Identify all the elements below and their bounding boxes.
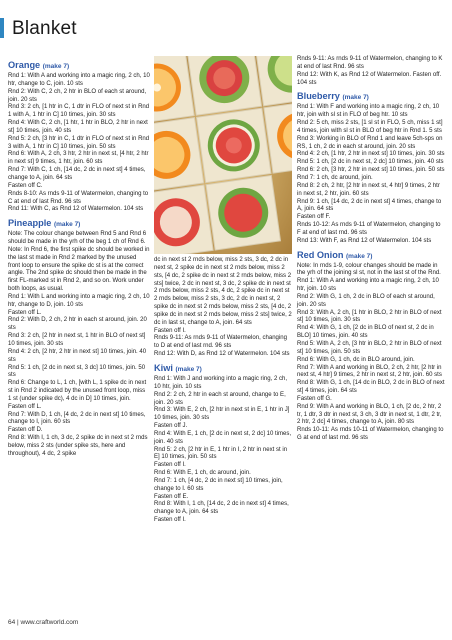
section-pineapple	[8, 217, 150, 458]
paragraph: Rnd 2: With D, 2 ch, 2 htr in each st around, join. 20 sts	[8, 317, 147, 332]
paragraph: Rnd 6: With A, 2 ch, 3 htr, 2 htr in next st, [4 htr, 2 htr in next st] 9 times, 1 htr, join. 60 sts	[8, 151, 149, 166]
paragraph: Rnd 7: 1 ch, [4 dc, 2 dc in next st] 10 times, join, change to I. 60 sts	[154, 477, 283, 492]
paragraph: Rnd 6: With E, 1 ch, dc around, join.	[154, 470, 251, 477]
paragraph: Rnd 3: 2 ch, [1 htr in C, 1 dtr in FLO of next st in Rnd 1 with A, 1 htr in C] 10 times, join. 30 sts	[8, 104, 150, 119]
paragraph: Rnd 6: 2 ch, [3 htr, 2 htr in next st] 10 times, join. 50 sts	[297, 167, 445, 174]
paragraph: Fasten off L.	[8, 309, 42, 316]
paragraph: Rnd 1: With F and working into a magic ring, 2 ch, 10 htr, join with sl st in FLO of beg htr. 10 sts	[297, 104, 440, 119]
section-title: Pineapple	[8, 218, 52, 229]
paragraph: Rnd 6: Change to L, 1 ch, [with L, 1 spike dc in next st in Rnd 2 indicated by the unused front loop, miss 1 st (under spike dc), 4 dc in D] 10 times, join.	[8, 380, 147, 402]
paragraph: Rnd 2: With G, 1 ch, 2 dc in BLO of each st around, join. 20 sts	[297, 293, 435, 308]
crochet-blanket-photo-icon	[154, 56, 292, 254]
paragraph: Rnd 1: With J and working into a magic ring, 2 ch, 10 htr, join. 10 sts	[154, 375, 288, 390]
column-3	[297, 56, 445, 443]
paragraph: Rnd 4: With C, 2 ch, [1 htr, 1 htr in BLO, 2 htr in next st] 10 times, join. 40 sts	[8, 120, 148, 134]
section-title: Kiwi	[154, 362, 173, 373]
paragraph: Rnds 9-11: As rnds 9-11 of Watermelon, changing to D at end of last rnd. 96 sts	[154, 335, 287, 350]
paragraph: Fasten off C.	[8, 182, 43, 189]
paragraph: Rnd 5: 1 ch, [2 dc in next st, 2 dc] 10 times, join. 40 sts	[297, 159, 444, 166]
paragraph: Rnd 4: With E, 1 ch, [2 dc in next st, 2 dc] 10 times, join. 40 sts	[154, 430, 292, 445]
paragraph: Rnd 2: With C, 2 ch, 2 htr in BLO of each st around, join. 20 sts	[8, 88, 147, 103]
paragraph: Fasten off I.	[154, 517, 186, 524]
paragraph: Fasten off I.	[154, 462, 186, 469]
paragraph: Rnd 1: With A and working into a magic ring, 2 ch, 10 htr, change to C, join. 10 sts	[8, 73, 150, 87]
paragraph: Rnd 9: With A and working in BLO, 1 ch, [2 dc, 2 htr, 2 tr, 1 dtr, 3 dtr in next st, 3 ch, 3 dtr in next st, 1 dtr, 2 tr, 2 htr, 2 dc] 4 times, change to A, join. 80 sts	[297, 403, 442, 426]
paragraph: Rnds 10-11: As rnds 10-11 of Watermelon, changing to G at end of last rnd. 96 sts	[297, 427, 444, 442]
paragraph: Rnd 2: 2 ch, 2 htr in each st around, change to E, join. 20 sts	[154, 391, 286, 406]
paragraph: Rnd 7: With A and working in BLO, 2 ch, 2 htr, [2 htr in next st, 4 htr] 9 times, 2 htr in next st, 2 htr, join. 60 sts	[297, 364, 442, 379]
column-1	[8, 56, 150, 459]
section-title: Blueberry	[297, 91, 340, 102]
paragraph: Fasten off I.	[154, 327, 186, 334]
paragraph: Rnd 5: 2 ch, [3 htr in C, 1 dtr in FLO of next st in Rnd 3 with A, 1 htr in C] 10 times, join. 50 sts	[8, 135, 150, 150]
paragraph: Rnd 6: With G, 1 ch, dc in BLO around, join.	[297, 356, 415, 363]
column-2	[154, 257, 292, 525]
section-title: Red Onion	[297, 249, 344, 260]
make-count: (make 7)	[53, 221, 81, 229]
paragraph: Rnd 3: 2 ch, [2 htr in next st, 1 htr in BLO of next st] 10 times, join. 30 sts	[8, 333, 146, 347]
paragraph: Note: In rnds 1-9, colour changes should be made in the yrh of the joining sl st, not in the last st of the Rnd.	[297, 262, 441, 277]
paragraph: Rnd 12: With K, as Rnd 12 of Watermelon. Fasten off. 104 sts	[297, 71, 442, 86]
paragraph: Note: In Rnd 6, the first spike dc should be worked in the last st made in Rnd 2 marked by the unused front loop to ensure the spike dc st is at the correct angle. The 2nd spike dc should then be made in the first FL-marked st in Rnd 2, and so on. Work under both loops, as usual.	[8, 246, 150, 293]
paragraph: Fasten off J.	[154, 423, 188, 430]
paragraph: Rnd 3: With A, 2 ch, [1 htr in BLO, 2 htr in BLO of next st] 10 times, join. 30 sts	[297, 309, 442, 324]
paragraph: Rnd 5: With A, 2 ch, [3 htr in BLO, 2 htr in BLO of next st] 10 times, join. 50 sts	[297, 341, 442, 355]
paragraph: Rnd 11: With C, as Rnd 12 of Watermelon. 104 sts	[8, 206, 144, 213]
paragraph: dc in next st 2 rnds below, miss 2 sts, 3 dc, 2 dc in next st, 2 spike dc in next st 2 rnds below, miss 2 sts, [4 dc, 2 spike dc in next st 2 rnds below, miss 2 sts] twice, 2 dc in next st, 3 dc, 2 spike dc in next st 2 rnds below, miss 2 sts, 4 dc, 2 spike dc in next st 2 rnds below, miss 2 sts, 3 dc, 2 dc in next st, 2 spike dc in next st 2 rnds below, miss 2 sts, [4 dc, 2 spike dc in next st 2 rnds below, miss 2 sts] twice, 2 dc in last st, change to A, join. 64 sts	[154, 257, 292, 326]
paragraph: Rnd 8: With G, 1 ch, [14 dc in BLO, 2 dc in BLO of next st] 4 times, join. 64 sts	[297, 380, 445, 395]
paragraph: Fasten off E.	[154, 493, 189, 500]
title-accent-bar	[0, 18, 4, 38]
make-count: (make 7)	[175, 365, 202, 373]
paragraph: Rnd 4: 2 ch, [1 htr, 2 htr in next st] 10 times, join. 30 sts	[297, 151, 445, 158]
paragraph: Rnd 3: Working in BLO of Rnd 1 and leave 5ch-sps on RS, 1 ch, 2 dc in each st around, join. 20 sts	[297, 135, 443, 150]
paragraph: Rnds 8-10: As rnds 9-11 of Watermelon, changing to C at end of last Rnd. 96 sts	[8, 190, 149, 205]
section-kiwi	[154, 362, 292, 525]
section-blueberry	[297, 90, 445, 245]
paragraph: Rnd 4: 2 ch, [2 htr, 2 htr in next st] 10 times, join. 40 sts	[8, 348, 147, 363]
paragraph: Note: The colour change between Rnd 5 and Rnd 6 should be made in the yrh of the beg 1 ch of Rnd 6.	[8, 231, 147, 246]
paragraph: Rnd 2: 5 ch, miss 2 sts, [1 sl st in FLO, 5 ch, miss 1 st] 4 times, join with sl st in BLO of beg htr in Rnd 1. 5 sts	[297, 120, 443, 134]
paragraph: Fasten off D.	[8, 427, 43, 434]
page-title: Blanket	[12, 18, 77, 39]
paragraph: Fasten off F.	[297, 214, 331, 221]
paragraph: Rnd 7: With C, 1 ch, [14 dc, 2 dc in next st] 4 times, change to A, join. 64 sts	[8, 167, 146, 181]
make-count: (make 7)	[346, 252, 373, 260]
page-footer: 64 | www.craftworld.com	[8, 619, 79, 626]
make-count: (make 7)	[42, 63, 70, 70]
paragraph: Fasten off L.	[8, 403, 42, 410]
paragraph: Rnd 9: 1 ch, [14 dc, 2 dc in next st] 4 times, change to A, join. 64 sts	[297, 198, 442, 213]
section-title: Orange	[8, 60, 41, 70]
paragraph: Rnd 8: 2 ch, 2 htr, [2 htr in next st, 4 htr] 9 times, 2 htr in next st, 2 htr, join. 60 sts	[297, 182, 440, 197]
paragraph: Rnd 12: With D, as Rnd 12 of Watermelon. 104 sts	[154, 351, 290, 358]
blanket-photo	[154, 56, 292, 254]
paragraph: Rnds 9-11: As rnds 9-11 of Watermelon, changing to K at end of last Rnd. 96 sts	[297, 56, 443, 70]
section-red-onion	[297, 249, 445, 443]
section-orange	[8, 59, 150, 214]
paragraph: Rnd 13: With F, as Rnd 12 of Watermelon. 104 sts	[297, 237, 432, 244]
paragraph: Rnd 1: With L and working into a magic ring, 2 ch, 10 htr, change to D, join. 10 sts	[8, 293, 150, 308]
paragraph: Rnds 10-12: As rnds 9-11 of Watermelon, changing to F at end of last rnd. 96 sts	[297, 222, 441, 236]
paragraph: Rnd 4: With G, 1 ch, [2 dc in BLO of next st, 2 dc in BLO] 10 times, join. 40 sts	[297, 325, 434, 340]
paragraph: Rnd 5: 1 ch, [2 dc in next st, 3 dc] 10 times, join. 50 sts	[8, 364, 146, 379]
paragraph: Rnd 8: With I, 1 ch, [14 dc, 2 dc in next st] 4 times, change to A, join. 64 sts	[154, 501, 289, 516]
make-count: (make 7)	[342, 94, 369, 102]
paragraph: Rnd 5: 2 ch, [2 htr in E, 1 htr in I, 2 htr in next st in E] 10 times, join. 50 sts	[154, 446, 288, 461]
paragraph: Rnd 8: With I, 1 ch, 3 dc, 2 spike dc in next st 2 rnds below, miss 2 sts (under spike sts, here and throughout), 4 dc, 2 spike	[8, 435, 148, 457]
paragraph: Rnd 7: With D, 1 ch, [4 dc, 2 dc in next st] 10 times, change to I, join. 60 sts	[8, 411, 146, 426]
paragraph: Rnd 1: With A and working into a magic ring, 2 ch, 10 htr, join. 10 sts	[297, 278, 439, 293]
paragraph: Rnd 3: With E, 2 ch, [2 htr in next st in E, 1 htr in J] 10 times, join. 30 sts	[154, 407, 290, 422]
paragraph: Fasten off G.	[297, 395, 332, 402]
paragraph: Rnd 7: 1 ch, dc around, join.	[297, 174, 373, 181]
